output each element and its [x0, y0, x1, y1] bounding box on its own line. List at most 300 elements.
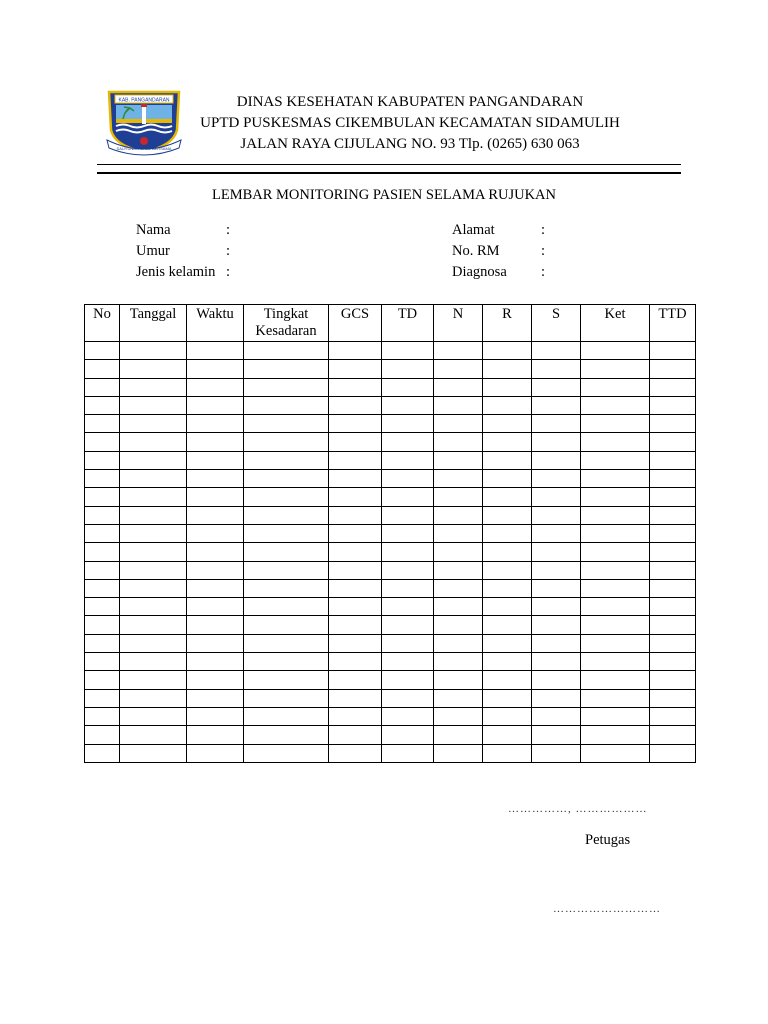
table-cell [85, 634, 120, 652]
table-cell [120, 488, 187, 506]
table-cell [581, 689, 650, 707]
field-colon: : [541, 264, 546, 280]
table-cell [483, 451, 532, 469]
table-cell [382, 726, 434, 744]
field-label-diagnosa: Diagnosa [452, 264, 507, 280]
table-cell [85, 360, 120, 378]
table-cell [650, 653, 696, 671]
table-cell [329, 415, 382, 433]
table-cell [120, 506, 187, 524]
table-cell [329, 360, 382, 378]
table-cell [120, 634, 187, 652]
table-cell [382, 543, 434, 561]
col-header-ket: Ket [581, 305, 650, 342]
table-cell [650, 598, 696, 616]
table-cell [532, 671, 581, 689]
table-row [85, 634, 696, 652]
table-row [85, 616, 696, 634]
col-header-tingkat-kesadaran: Tingkat Kesadaran [244, 305, 329, 342]
table-cell [244, 342, 329, 360]
table-row [85, 579, 696, 597]
table-row [85, 744, 696, 762]
table-cell [483, 598, 532, 616]
table-cell [120, 671, 187, 689]
col-header-no: No [85, 305, 120, 342]
table-row [85, 689, 696, 707]
table-row [85, 598, 696, 616]
table-cell [650, 707, 696, 725]
table-cell [382, 342, 434, 360]
table-cell [483, 470, 532, 488]
table-cell [650, 524, 696, 542]
regency-logo [103, 86, 185, 158]
table-cell [244, 634, 329, 652]
table-cell [329, 488, 382, 506]
table-row [85, 561, 696, 579]
table-cell [532, 488, 581, 506]
table-cell [434, 671, 483, 689]
table-cell [581, 451, 650, 469]
table-cell [532, 506, 581, 524]
table-cell [329, 543, 382, 561]
table-cell [85, 707, 120, 725]
table-cell [581, 378, 650, 396]
table-cell [329, 671, 382, 689]
header-divider-thin [97, 164, 681, 165]
table-cell [244, 378, 329, 396]
field-colon: : [226, 243, 231, 259]
table-cell [532, 470, 581, 488]
table-cell [581, 506, 650, 524]
table-cell [187, 598, 244, 616]
table-cell [532, 634, 581, 652]
table-cell [581, 543, 650, 561]
table-row [85, 433, 696, 451]
table-cell [581, 415, 650, 433]
field-label-nama: Nama [136, 222, 171, 238]
table-cell [382, 616, 434, 634]
table-body [85, 342, 696, 763]
table-cell [187, 451, 244, 469]
table-cell [187, 579, 244, 597]
table-cell [187, 360, 244, 378]
signature-name-line: ……………………… [553, 903, 661, 915]
table-cell [434, 433, 483, 451]
table-cell [434, 506, 483, 524]
table-cell [244, 707, 329, 725]
table-cell [483, 378, 532, 396]
table-cell [581, 653, 650, 671]
table-cell [382, 689, 434, 707]
table-cell [382, 598, 434, 616]
table-cell [434, 396, 483, 414]
table-cell [187, 561, 244, 579]
table-cell [650, 726, 696, 744]
table-cell [532, 396, 581, 414]
field-colon: : [226, 222, 231, 238]
table-cell [382, 524, 434, 542]
table-cell [483, 524, 532, 542]
table-cell [85, 378, 120, 396]
logo-motto-text: SAUYUNAN MAJU BERSAMA [116, 146, 172, 151]
table-cell [581, 524, 650, 542]
table-cell [120, 378, 187, 396]
table-cell [120, 598, 187, 616]
table-cell [329, 616, 382, 634]
table-cell [244, 744, 329, 762]
table-cell [187, 634, 244, 652]
table-cell [120, 653, 187, 671]
table-cell [120, 524, 187, 542]
table-cell [120, 561, 187, 579]
table-row [85, 506, 696, 524]
table-row [85, 707, 696, 725]
header-divider-thick [97, 172, 681, 174]
table-cell [329, 634, 382, 652]
table-cell [85, 451, 120, 469]
table-cell [85, 726, 120, 744]
table-cell [581, 561, 650, 579]
table-cell [329, 598, 382, 616]
table-cell [650, 415, 696, 433]
col-header-r: R [483, 305, 532, 342]
logo-banner-text: KAB. PANGANDARAN [118, 97, 170, 104]
table-cell [187, 543, 244, 561]
col-header-tanggal: Tanggal [120, 305, 187, 342]
table-cell [329, 470, 382, 488]
table-cell [329, 689, 382, 707]
table-row [85, 470, 696, 488]
table-cell [382, 506, 434, 524]
table-cell [382, 707, 434, 725]
table-cell [85, 598, 120, 616]
table-cell [434, 488, 483, 506]
table-cell [581, 396, 650, 414]
table-cell [382, 415, 434, 433]
table-cell [483, 488, 532, 506]
table-cell [329, 707, 382, 725]
table-cell [532, 744, 581, 762]
table-cell [483, 634, 532, 652]
table-cell [532, 598, 581, 616]
table-cell [85, 689, 120, 707]
table-cell [120, 415, 187, 433]
table-cell [434, 451, 483, 469]
table-cell [244, 506, 329, 524]
table-cell [581, 488, 650, 506]
table-cell [120, 744, 187, 762]
table-cell [382, 653, 434, 671]
table-cell [581, 707, 650, 725]
table-cell [434, 342, 483, 360]
table-cell [650, 561, 696, 579]
table-cell [581, 342, 650, 360]
field-label-no-rm: No. RM [452, 243, 500, 259]
table-cell [85, 561, 120, 579]
table-cell [650, 689, 696, 707]
table-cell [187, 707, 244, 725]
form-title: LEMBAR MONITORING PASIEN SELAMA RUJUKAN [211, 187, 556, 203]
table-cell [532, 579, 581, 597]
table-row [85, 671, 696, 689]
table-row [85, 360, 696, 378]
table-cell [244, 488, 329, 506]
table-cell [532, 378, 581, 396]
table-cell [329, 451, 382, 469]
table-cell [120, 433, 187, 451]
table-cell [532, 543, 581, 561]
table-cell [85, 506, 120, 524]
table-cell [581, 598, 650, 616]
table-cell [187, 433, 244, 451]
table-cell [434, 543, 483, 561]
table-cell [187, 616, 244, 634]
table-cell [434, 726, 483, 744]
table-cell [329, 726, 382, 744]
table-cell [120, 689, 187, 707]
table-cell [329, 524, 382, 542]
table-cell [120, 707, 187, 725]
table-cell [187, 415, 244, 433]
table-cell [382, 634, 434, 652]
table-cell [650, 579, 696, 597]
table-cell [120, 726, 187, 744]
table-cell [329, 579, 382, 597]
table-cell [244, 653, 329, 671]
table-cell [382, 378, 434, 396]
table-cell [650, 451, 696, 469]
table-cell [244, 451, 329, 469]
table-cell [187, 524, 244, 542]
table-cell [382, 451, 434, 469]
table-cell [85, 744, 120, 762]
table-cell [382, 561, 434, 579]
table-row [85, 451, 696, 469]
col-header-s: S [532, 305, 581, 342]
table-cell [244, 726, 329, 744]
table-cell [187, 396, 244, 414]
table-cell [650, 470, 696, 488]
table-cell [244, 616, 329, 634]
table-cell [382, 433, 434, 451]
table-cell [244, 689, 329, 707]
table-cell [85, 616, 120, 634]
table-row [85, 342, 696, 360]
table-cell [329, 378, 382, 396]
table-cell [483, 671, 532, 689]
table-cell [650, 488, 696, 506]
table-cell [85, 579, 120, 597]
table-cell [329, 342, 382, 360]
table-cell [85, 488, 120, 506]
table-row [85, 653, 696, 671]
table-cell [120, 396, 187, 414]
col-header-gcs: GCS [329, 305, 382, 342]
table-cell [650, 671, 696, 689]
table-cell [244, 415, 329, 433]
field-label-umur: Umur [136, 243, 170, 259]
table-cell [581, 579, 650, 597]
table-cell [120, 616, 187, 634]
table-cell [85, 342, 120, 360]
table-cell [581, 744, 650, 762]
table-cell [244, 524, 329, 542]
table-cell [382, 360, 434, 378]
table-row [85, 378, 696, 396]
table-cell [120, 543, 187, 561]
table-cell [85, 415, 120, 433]
col-header-ttd: TTD [650, 305, 696, 342]
table-cell [581, 634, 650, 652]
table-cell [434, 561, 483, 579]
table-cell [120, 451, 187, 469]
col-header-waktu: Waktu [187, 305, 244, 342]
table-cell [483, 561, 532, 579]
table-cell [329, 561, 382, 579]
header-address: JALAN RAYA CIJULANG NO. 93 Tlp. (0265) 630 063 [240, 136, 580, 152]
table-cell [434, 616, 483, 634]
field-label-alamat: Alamat [452, 222, 495, 238]
table-cell [532, 433, 581, 451]
table-row [85, 726, 696, 744]
table-cell [434, 689, 483, 707]
table-cell [581, 433, 650, 451]
table-cell [650, 543, 696, 561]
table-cell [483, 342, 532, 360]
table-cell [532, 653, 581, 671]
table-cell [187, 726, 244, 744]
col-header-n: N [434, 305, 483, 342]
table-cell [85, 671, 120, 689]
table-cell [244, 561, 329, 579]
table-cell [187, 653, 244, 671]
table-row [85, 415, 696, 433]
signature-place-date: ……………, ……………… [508, 803, 648, 815]
table-cell [483, 396, 532, 414]
table-cell [483, 744, 532, 762]
table-cell [187, 671, 244, 689]
table-cell [650, 616, 696, 634]
table-cell [581, 360, 650, 378]
header-institution: UPTD PUSKESMAS CIKEMBULAN KECAMATAN SIDAMULIH [200, 115, 620, 131]
table-cell [434, 707, 483, 725]
table-cell [329, 506, 382, 524]
table-cell [329, 433, 382, 451]
table-cell [581, 671, 650, 689]
table-cell [329, 653, 382, 671]
table-cell [382, 579, 434, 597]
table-cell [382, 470, 434, 488]
table-cell [244, 433, 329, 451]
table-cell [382, 488, 434, 506]
table-cell [532, 707, 581, 725]
table-cell [434, 744, 483, 762]
table-cell [650, 360, 696, 378]
table-cell [650, 396, 696, 414]
table-cell [434, 524, 483, 542]
table-cell [650, 744, 696, 762]
table-cell [434, 415, 483, 433]
table-cell [120, 342, 187, 360]
table-cell [244, 579, 329, 597]
table-cell [244, 598, 329, 616]
table-cell [244, 470, 329, 488]
table-cell [483, 616, 532, 634]
table-cell [187, 470, 244, 488]
monitoring-table [84, 304, 696, 763]
table-cell [244, 671, 329, 689]
table-row [85, 543, 696, 561]
table-cell [85, 543, 120, 561]
table-cell [532, 616, 581, 634]
field-colon: : [541, 222, 546, 238]
table-row [85, 488, 696, 506]
table-cell [85, 396, 120, 414]
table-cell [120, 360, 187, 378]
table-cell [244, 360, 329, 378]
table-row [85, 396, 696, 414]
field-label-jenis-kelamin: Jenis kelamin [136, 264, 216, 280]
table-cell [120, 470, 187, 488]
table-cell [382, 671, 434, 689]
table-cell [532, 689, 581, 707]
table-cell [483, 579, 532, 597]
table-row [85, 524, 696, 542]
table-cell [532, 451, 581, 469]
table-cell [581, 616, 650, 634]
table-cell [532, 726, 581, 744]
table-cell [581, 470, 650, 488]
table-cell [650, 433, 696, 451]
table-cell [650, 506, 696, 524]
table-cell [483, 726, 532, 744]
table-cell [382, 744, 434, 762]
table-cell [434, 653, 483, 671]
table-cell [650, 634, 696, 652]
table-cell [382, 396, 434, 414]
table-cell [532, 561, 581, 579]
table-cell [244, 396, 329, 414]
table-cell [244, 543, 329, 561]
table-cell [329, 744, 382, 762]
table-cell [187, 378, 244, 396]
table-cell [483, 360, 532, 378]
table-cell [650, 342, 696, 360]
table-cell [532, 415, 581, 433]
table-cell [483, 707, 532, 725]
table-header-row [85, 305, 696, 342]
table-cell [187, 488, 244, 506]
table-cell [85, 433, 120, 451]
table-cell [434, 470, 483, 488]
table-cell [85, 524, 120, 542]
table-cell [532, 360, 581, 378]
table-cell [434, 598, 483, 616]
table-cell [483, 433, 532, 451]
table-cell [483, 543, 532, 561]
table-cell [483, 689, 532, 707]
table-cell [187, 506, 244, 524]
table-cell [187, 689, 244, 707]
table-cell [329, 396, 382, 414]
table-cell [187, 744, 244, 762]
table-cell [532, 342, 581, 360]
table-cell [483, 506, 532, 524]
table-cell [581, 726, 650, 744]
table-cell [483, 415, 532, 433]
table-cell [532, 524, 581, 542]
table-cell [434, 579, 483, 597]
